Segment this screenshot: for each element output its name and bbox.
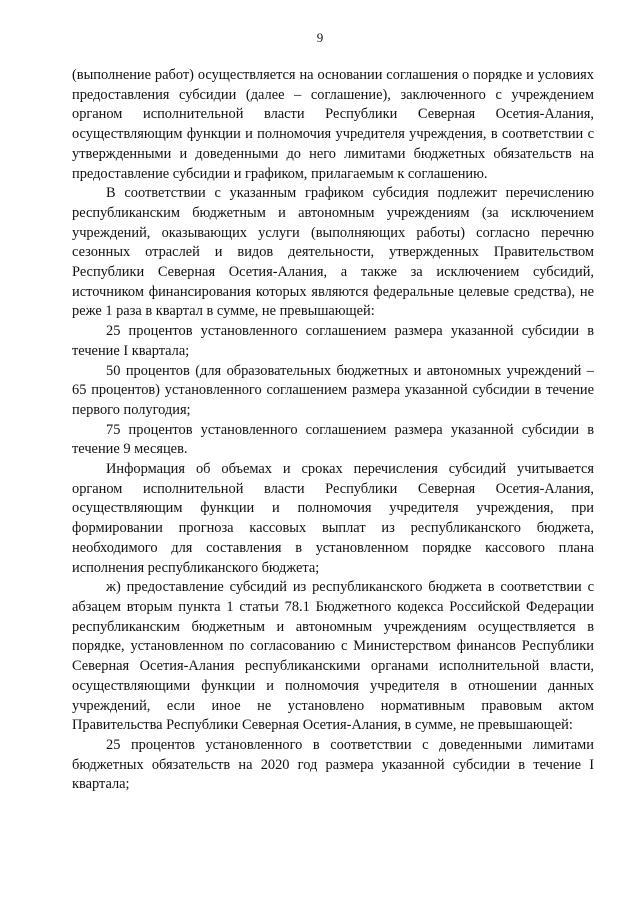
page-number: 9	[316, 30, 324, 45]
paragraph: 25 процентов установленного в соответствии с доведенными лимитами бюджетных обязательств на 2020 год размера указанной субсидии в течение I квартала;	[72, 736, 594, 793]
paragraph: В соответствии с указанным графиком субсидия подлежит перечислению республиканским бюджетным и автономным учреждениям (за исключением учреждений, оказывающих услуги (выполняющих работы) согласно перечню сезонных отраслей и видов деятельности, утвержденных Правительством Республики Северная Осетия-Алания, а также за исключением субсидий, источником финансирования которых являются федеральные целевые средства), не реже 1 раза в квартал в сумме, не превышающей:	[72, 185, 594, 320]
paragraph: (выполнение работ) осуществляется на основании соглашения о порядке и условиях предоставления субсидии (далее – соглашение), заключенного с учреждением органом исполнительной власти Республики Северная Осетия-Алания, осуществляющим функции и полномочия учредителя учреждения, в соответствии с утвержденными и доведенными до него лимитами бюджетных обязательств на предоставление субсидии и графиком, прилагаемым к соглашению.	[72, 67, 594, 182]
paragraph: ж) предоставление субсидий из республиканского бюджета в соответствии с абзацем вторым пункта 1 статьи 78.1 Бюджетного кодекса Российской Федерации республиканским бюджетным и автономным учреждениям осуществляется в порядке, установленном по согласованию с Министерством финансов Республики Северная Осетия-Алания республиканскими органами исполнительной власти, осуществляющими функции и полномочия учредителя в отношении данных учреждений, если иное не установлено нормативным правовым актом Правительства Республики Северная Осетия-Алания, в сумме, не превышающей:	[72, 579, 594, 734]
paragraph: 75 процентов установленного соглашением размера указанной субсидии в течение 9 месяцев.	[72, 421, 594, 458]
document-body	[72, 66, 594, 795]
paragraph: 50 процентов (для образовательных бюджетных и автономных учреждений – 65 процентов) установленного соглашением размера указанной субсидии в течение первого полугодия;	[72, 362, 594, 418]
paragraph: Информация об объемах и сроках перечисления субсидий учитывается органом исполнительной власти Республики Северная Осетия-Алания, осуществляющим функции и полномочия учредителя учреждения, при формировании прогноза кассовых выплат из республиканского бюджета, необходимого для составления в установленном порядке кассового плана исполнения республиканского бюджета;	[72, 461, 594, 576]
paragraph: 25 процентов установленного соглашением размера указанной субсидии в течение I квартала;	[72, 323, 594, 359]
